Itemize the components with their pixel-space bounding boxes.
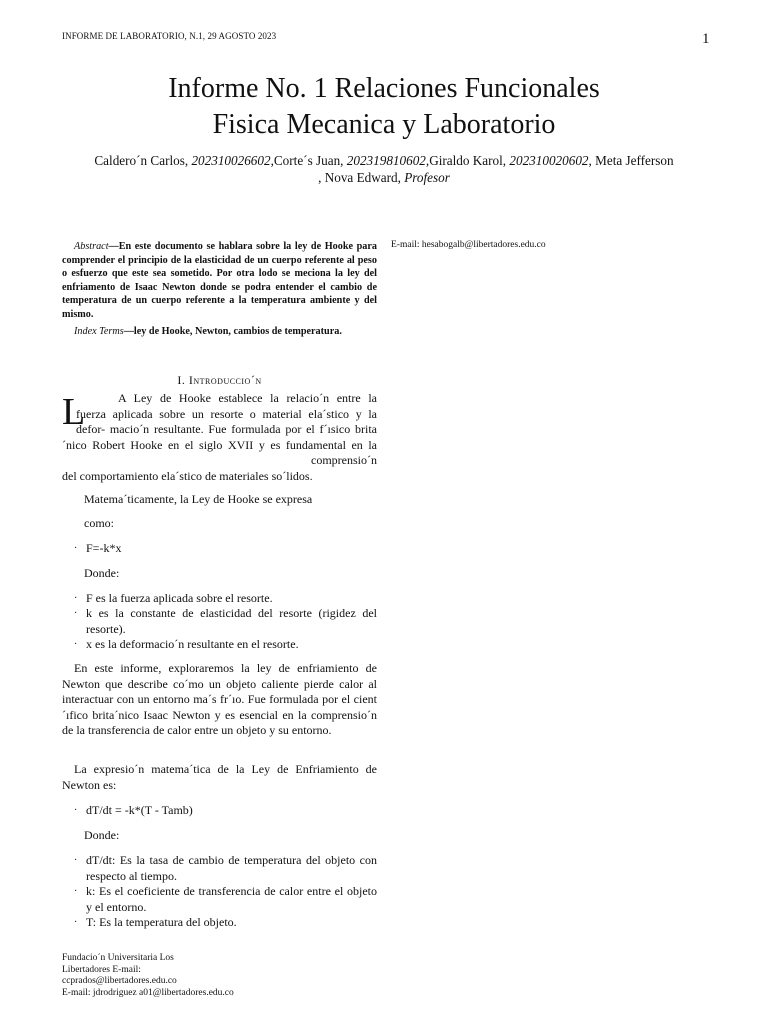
newton-bullet: T: Es la temperatura del objeto. [86,915,237,929]
intro-line: fuerza aplicada sobre un resorte o material ela´stico y la [76,406,377,421]
section-title: Introduccio´n [188,373,262,387]
bullet-marker: · [74,855,78,866]
intro-line: del comportamiento ela´stico de materiales so´lidos. [62,468,313,483]
math-intro-line1: Matema´ticamente, la Ley de Hooke se expresa [84,492,313,506]
author-4-name: , Meta Jefferson [588,153,674,168]
donde-label: Donde: [84,566,120,580]
donde-label-2: Donde: [84,828,120,842]
author-1-name: Caldero´n Carlos, [94,153,192,168]
intro-line: A Ley de Hooke establece la relacio´n entre la [118,391,377,405]
author-5-name: , Nova Edward, [318,170,405,185]
bullet-marker: · [74,608,78,619]
hooke-formula: F=-k*x [86,541,122,555]
index-terms [62,325,377,339]
author-list [70,152,698,186]
intro-line: comprensio´n [311,453,377,468]
abstract-label: Abstract [74,241,109,252]
author-5-role: Profesor [404,170,450,185]
section-heading-introduction [62,373,377,388]
author-2-id: 202319810602 [346,153,426,168]
bullet-marker: · [74,639,78,650]
section-number: I. [177,373,189,387]
bullet-marker: · [74,886,78,897]
newton-formula: dT/dt = -k*(T - Tamb) [86,803,193,817]
bullet-marker: · [74,805,78,816]
intro-line: defor- macio´n resultante. Fue formulada por el f´ısico brita [76,422,377,437]
index-terms-label: Index Terms [74,326,124,337]
footnote-affiliations [62,953,262,999]
intro-paragraph [62,391,377,485]
newton-paragraph: En este informe, exploraremos la ley de enfriamiento de Newton que describe co´mo un objeto caliente pierde calor al interactuar con un entorno ma´s fr´ıo. Fue formulada por el cient´ıfico brita´nico Isaac Newton y es esencial en la comprensio´n de la transferencia de calor entre un objeto y su entorno. [62,661,377,738]
footnote-line: Libertadores E-mail: [62,964,141,975]
footnote-line: E-mail: jdrodriguez a01@libertadores.edu.co [62,987,234,998]
right-column-email: E-mail: hesabogalb@libertadores.edu.co [391,240,546,250]
footnote-line: Fundacio´n Universitaria Los [62,953,174,963]
newton-bullet: dT/dt: Es la tasa de cambio de temperatura del objeto con respecto al tiempo. [86,853,377,883]
footnote-line: ccprados@libertadores.edu.co [62,976,177,987]
abstract [62,240,377,322]
hooke-bullet: F es la fuerza aplicada sobre el resorte. [86,591,273,605]
bullet-marker: · [74,543,78,554]
newton-bullet: k: Es el coeficiente de transferencia de calor entre el objeto y el entorno. [86,884,377,914]
author-2-name: ,Corte´s Juan, [270,153,347,168]
paper-title-line1: Informe No. 1 Relaciones Funcionales [168,73,600,104]
author-3-name: ,Giraldo Karol, [425,153,510,168]
intro-line: ´nico Robert Hooke en el siglo XVII y es fundamental en la [62,437,377,452]
bullet-marker: · [74,593,78,604]
index-terms-text: —ley de Hooke, Newton, cambios de temperatura. [123,326,342,337]
paper-title-line2: Fisica Mecanica y Laboratorio [212,109,556,140]
newton-expression-intro: La expresio´n matema´tica de la Ley de Enfriamiento de Newton es: [62,762,377,792]
hooke-bullet: k es la constante de elasticidad del resorte (rigidez del resorte). [86,606,377,636]
drop-cap: L [62,391,86,433]
abstract-text: —En este documento se hablara sobre la ley de Hooke para comprender el principio de la elasticidad de un cuerpo referente al peso o esfuerzo que este sea sometido. Por otra lodo se meciona la ley del enfriamento de Isaac Newton donde se podra entender el cambio de temperatura de un cuerpo referente a la temperatura ambiente y del mismo. [62,241,377,320]
math-intro-line2: como: [84,516,114,530]
running-head: INFORME DE LABORATORIO, N.1, 29 AGOSTO 2023 [62,31,277,41]
author-1-id: 202310026602 [191,153,271,168]
page-number: 1 [702,31,710,47]
bullet-marker: · [74,917,78,928]
hooke-bullet: x es la deformacio´n resultante en el resorte. [86,637,299,651]
author-3-id: 202310020602 [509,153,589,168]
